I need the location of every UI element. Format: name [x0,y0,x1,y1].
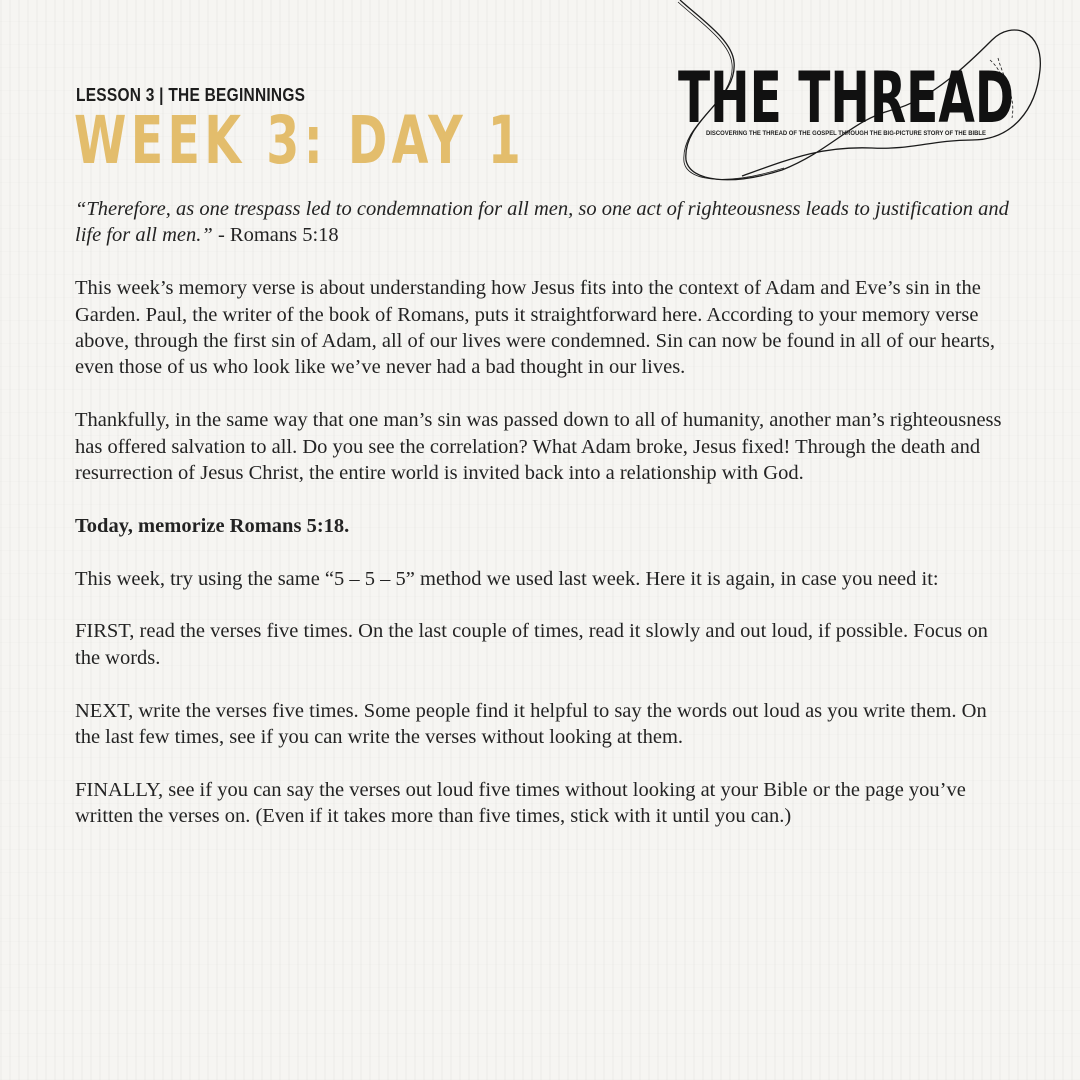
lesson-label: LESSON 3 | THE BEGINNINGS [76,85,306,105]
quote-text: “Therefore, as one trespass led to condemnation for all men, so one act of righteousness leads to justification and life for all men.” [75,198,1009,247]
logo-tagline: DISCOVERING THE THREAD OF THE GOSPEL THROUGH THE BIG-PICTURE STORY OF THE BIBLE [706,130,987,137]
page-title: WEEK 3: DAY 1 [74,102,526,179]
step-next: NEXT, write the verses five times. Some people find it helpful to say the words out loud as you write them. On the last few times, see if you can write the verses without looking at them. [75,699,987,749]
quote-reference: - Romans 5:18 [212,224,339,247]
step-first: FIRST, read the verses five times. On the last couple of times, read it slowly and out loud, if possible. Focus on the words. [75,620,988,669]
step-finally: FINALLY, see if you can say the verses out loud five times without looking at your Bible or the page you’ve written the verses on. (Even if it takes more than five times, stick with it until you can.) [75,778,966,828]
the-thread-logo [672,0,1052,185]
body-paragraph: This week’s memory verse is about understanding how Jesus fits into the context of Adam and Eve’s sin in the Garden. Paul, the writer of the book of Romans, puts it straightforward here. According to your memory verse above, through the first sin of Adam, all of our lives were condemned. Sin can now be found in all of our hearts, even those of us who look like we’ve never had a bad thought in our lives. [75,277,995,379]
thread-line-graphic [672,0,1052,185]
method-intro: This week, try using the same “5 – 5 – 5” method we used last week. Here it is again, in case you need it: [75,567,939,590]
memorize-instruction: Today, memorize Romans 5:18. [75,514,350,537]
logo-title: THE THREAD [678,57,1014,139]
devotional-body [75,196,1015,856]
body-paragraph: Thankfully, in the same way that one man’s sin was passed down to all of humanity, another man’s righteousness has offered salvation to all. Do you see the correlation? What Adam broke, Jesus fixed! Through the death and resurrection of Jesus Christ, the entire world is invited back into a relationship with God. [75,409,1002,485]
memory-verse-quote [75,196,1015,249]
